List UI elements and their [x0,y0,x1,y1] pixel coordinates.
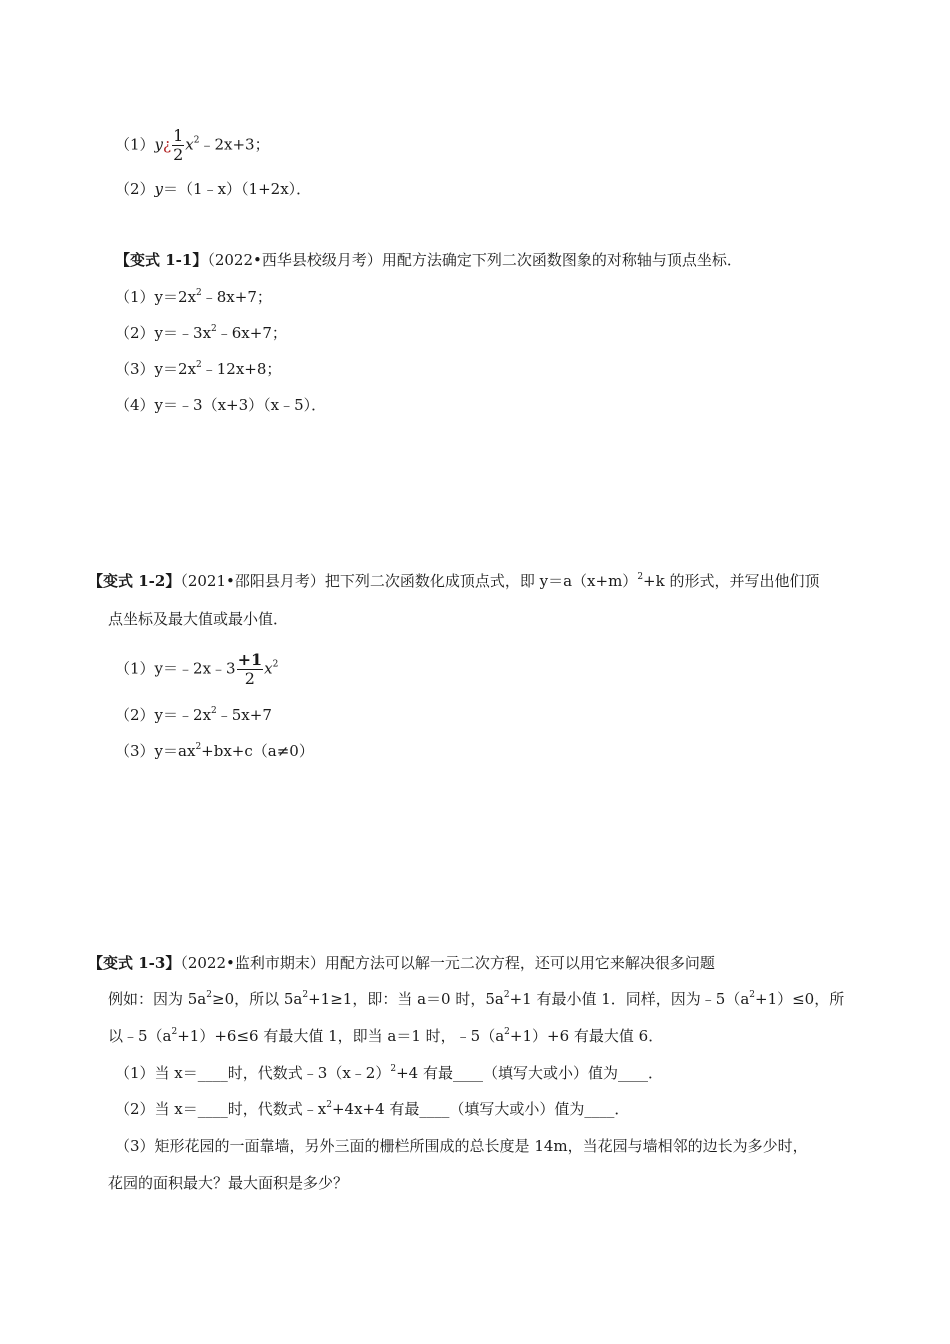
var-y: y [154,135,164,154]
variant-1-1-heading [115,250,742,270]
garbled-char: ¿ [163,135,172,154]
v11-item-4: （4）y＝﹣3（x+3）（x﹣5）． [115,396,327,414]
v13-question-3-line1: （3）矩形花园的一面靠墙，另外三面的栅栏所围成的总长度是 14m，当花园与墙相邻的边长为多少时， [115,1137,808,1155]
expr-tail: ﹣2x+3； [199,135,270,154]
v12-item-2: $(2)y=﹣2x^2﹣5x+7$ [115,706,272,724]
variant-tag: 【变式 1-2】 [88,572,181,590]
variant-1-3-heading: 【变式 1-3】（2022•监利市期末）用配方法可以解一元二次方程，还可以用它来解决很多问题 [88,954,715,972]
fraction-plus-one-half: $\frac{+1}{2}$ [237,650,263,688]
intro-item-1 [115,128,270,163]
exponent: 2 [193,135,200,146]
variant-tag: 【变式 1-3】 [88,954,181,972]
variant-source: （2021•邵阳县月考） [180,572,325,590]
intro-item-2 [115,179,311,199]
variant-1-2-heading-line2: 点坐标及最大值或最小值． [108,610,289,628]
var-y: y [154,180,164,198]
expr-text: ＝（1﹣x）（1+2x）． [163,180,312,198]
v12-item-3: $(3)y=ax^2+bx+c(a\ne 0)$ [115,742,314,760]
v13-question-2: （2）当 x＝____时，代数式$﹣x^2+4x+4$ 有最____（填写大或小）值为____． [115,1100,630,1118]
v11-item-2: $(2)y=﹣3x^2﹣6x+7$； [115,324,287,342]
v11-item-1: $(1)y=2x^2﹣8x+7$； [115,288,272,306]
fraction-one-half: $\frac{1}{2}$ [173,126,184,164]
variant-source: （2022•西华县校级月考） [207,251,382,269]
item-label: （2） [115,180,155,198]
item-label: （1） [115,135,155,154]
variant-1-2-heading: 【变式 1-2】（2021•邵阳县月考）把下列二次函数化成顶点式，即 $y=a(x+m)^2+k$ 的形式，并写出他们顶 [88,572,820,590]
v13-example-line1: 例如：因为 $5a^2\ge 0$，所以 $5a^2+1\ge 1$，即：当 a＝0 时，$5a^2+1$ 有最小值 1．同样，因为$﹣5(a^2+1)\le 0$，所 [108,990,845,1008]
v11-item-3: $(3)y=2x^2﹣12x+8$； [115,360,282,378]
v13-example-line2: 以$﹣5(a^2+1)+6\le 6$ 有最大值 1，即当 a＝1 时，$﹣5(a^2+1)+6$ 有最大值 6． [108,1027,664,1045]
v12-item-1: （1）y＝﹣2x﹣3 $\frac{+1}{2}$ $x^2$ [115,650,279,688]
var-x: x [185,135,194,154]
v13-question-3-line2: 花园的面积最大？最大面积是多少？ [108,1174,349,1192]
variant-tag: 【变式 1-1】 [115,251,208,269]
variant-desc: 用配方法确定下列二次函数图象的对称轴与顶点坐标． [381,251,742,269]
v13-question-1: （1）当 x＝____时，代数式﹣3（x﹣2）$^2$+4 有最____（填写大或小）值为____． [115,1064,663,1082]
variant-source: （2022•监利市期末） [180,954,325,972]
